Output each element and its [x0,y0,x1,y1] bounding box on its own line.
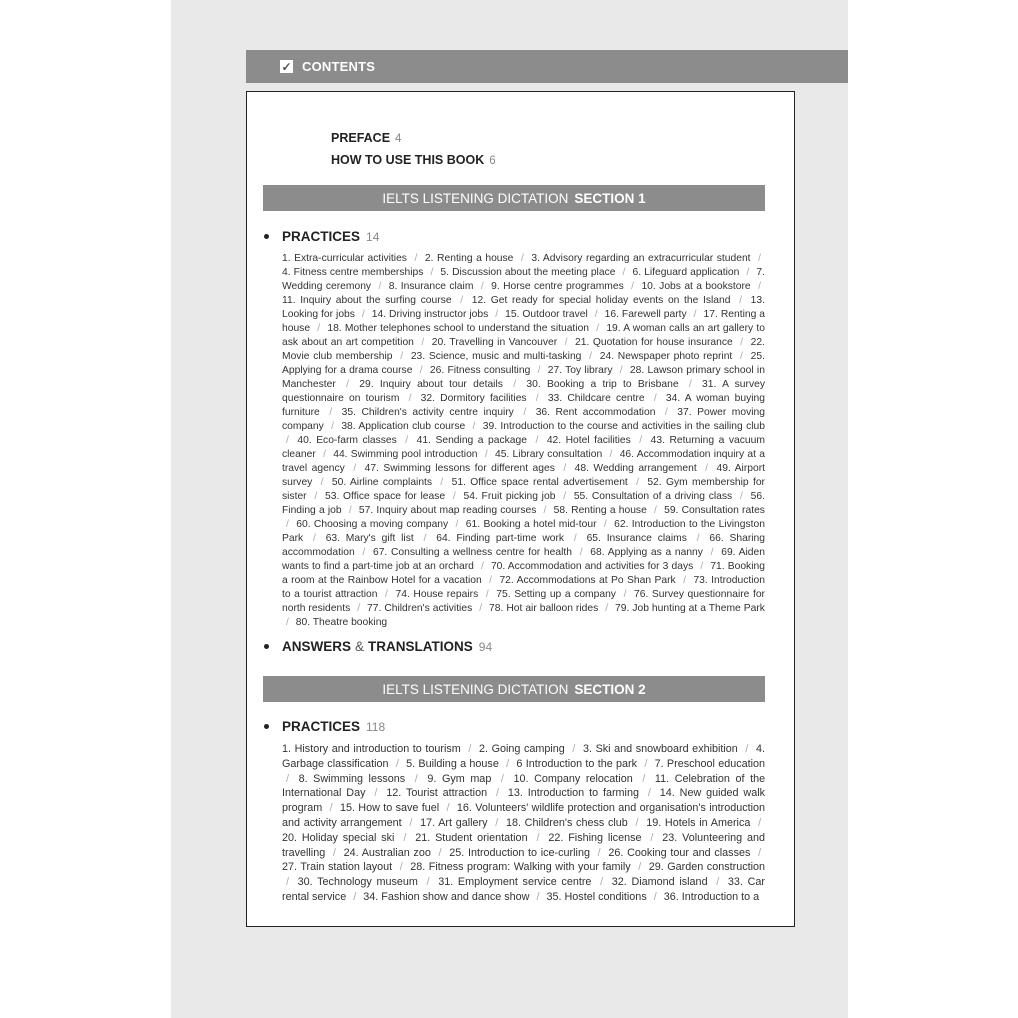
separator: / [543,505,547,516]
practice-item[interactable]: 20. Holiday special ski [282,831,395,844]
practice-item[interactable]: 30. Technology museum [297,876,418,889]
checkbox-checked-icon: ✓ [281,59,292,74]
practice-item[interactable]: 51. Office space rental advertisement [451,477,628,488]
separator: / [495,816,499,829]
practice-item[interactable]: 13. Looking for jobs [282,295,765,320]
separator: / [636,477,639,488]
practice-item[interactable]: 29. Garden construction [648,861,766,874]
separator: / [647,787,651,800]
bullet-icon [264,644,269,649]
contents-frame [246,91,795,927]
separator: / [317,323,321,334]
practice-item[interactable]: 44. Swimming pool introduction [333,449,478,460]
practice-item[interactable]: 3. Advisory regarding an extracurricular student [531,253,751,264]
answers-page: 94 [478,639,493,654]
separator: / [419,365,423,376]
practice-item[interactable]: 73. Introduction to a tourist attraction [282,575,765,600]
practice-item[interactable]: 61. Booking a hotel mid-tour [465,519,597,530]
separator: / [740,351,743,362]
practice-item[interactable]: 72. Accommodations at Po Shan Park [499,575,676,586]
practice-item[interactable]: 35. Hostel conditions [546,890,647,903]
practice-item[interactable]: 24. Australian zoo [343,846,431,859]
separator: / [564,337,568,348]
practice-item[interactable]: 35. Children's activity centre inquiry [341,407,514,418]
separator: / [653,890,657,903]
separator: / [385,589,388,600]
separator: / [405,435,409,446]
practice-item[interactable]: 65. Insurance claims [586,533,687,544]
bullet-icon [264,724,269,729]
separator: / [700,561,704,572]
practice-item[interactable]: 53. Office space for lease [324,491,446,502]
separator: / [348,505,352,516]
practice-item[interactable]: 38. Application club course [341,421,466,432]
separator: / [537,365,541,376]
separator: / [520,253,524,264]
practice-item[interactable]: 34. A woman buying furniture [282,393,765,418]
practice-item[interactable]: 19. Hotels in America [646,816,751,829]
practice-item[interactable]: 78. Hot air balloon rides [489,603,599,614]
practice-item[interactable]: 9. Gym map [427,772,492,785]
preface-label: PREFACE [331,131,391,145]
separator: / [286,772,289,785]
separator: / [746,267,750,278]
separator: / [710,547,714,558]
separator: / [286,519,289,530]
separator: / [535,393,539,404]
practice-item[interactable]: 43. Returning a vacuum cleaner [282,435,765,460]
separator: / [589,351,593,362]
practice-item[interactable]: 5. Building a house [406,757,499,770]
practice-item[interactable]: 22. Fishing license [548,831,642,844]
separator: / [423,533,427,544]
practice-item[interactable]: 47. Swimming lessons for different ages [364,463,555,474]
practice-item[interactable]: 30. Booking a trip to Brisbane [526,379,679,390]
separator: / [426,876,430,889]
practice-item[interactable]: 36. Rent accommodation [535,407,656,418]
separator: / [596,323,600,334]
practice-item[interactable]: 56. Finding a job [282,491,765,516]
separator: / [286,435,289,446]
separator: / [740,337,744,348]
practice-item[interactable]: 28. Fitness program: Walking with your family [410,861,631,874]
practice-item[interactable]: 11. Inquiry about the surfing course [282,295,452,306]
practice-item[interactable]: 7. Preschool education [654,757,766,770]
practice-item[interactable]: 68. Applying as a nanny [590,547,703,558]
answers-label: ANSWERS [282,639,352,654]
translations-label: TRANSLATIONS [368,639,473,654]
practice-item[interactable]: 46. Accommodation inquiry at a travel agency [282,449,765,474]
practice-item[interactable]: 48. Wedding arrangement [574,463,697,474]
practice-item[interactable]: 77. Children's activities [367,603,473,614]
separator: / [484,449,488,460]
separator: / [362,547,366,558]
practice-item[interactable]: 33. Childcare centre [547,393,645,404]
separator: / [440,477,444,488]
separator: / [609,449,613,460]
separator: / [739,295,743,306]
practice-item[interactable]: 10. Company relocation [513,772,633,785]
separator: / [638,861,642,874]
section1-banner [263,185,765,211]
practice-item[interactable]: 41. Sending a package [416,435,527,446]
contents-title: CONTENTS [302,59,376,74]
practice-item[interactable]: 9. Horse centre programmes [491,281,624,292]
practice-item[interactable]: 34. Fashion show and dance show [363,890,530,903]
section2-number: SECTION 2 [574,681,646,697]
practice-item[interactable]: 15. Outdoor travel [505,309,588,320]
separator: / [460,295,464,306]
practice-item[interactable]: 4. Fitness centre memberships [282,267,424,278]
practices-page: 14 [366,229,380,244]
practice-item[interactable]: 76. Survey questionnaire for north residents [282,589,765,614]
practice-item[interactable]: 71. Booking a room at the Rainbow Hotel for a vacation [282,561,765,586]
practice-item[interactable]: 15. How to save fuel [339,802,440,815]
practice-item[interactable]: 17. Renting a house [282,309,766,334]
practice-item[interactable]: 31. Employment service centre [438,876,592,889]
section1-number: SECTION 1 [574,190,646,206]
ampersand: & [355,639,365,654]
practice-item[interactable]: 28. Lawson primary school in Manchester [282,365,765,390]
practice-item[interactable]: 16. Volunteers' wildlife protection and organisation's introduction and activity arrangement [282,802,766,829]
practice-item[interactable]: 31. A survey questionnaire on tourism [282,379,765,404]
separator: / [683,575,686,586]
practice-item[interactable]: 59. Consultation rates [664,505,765,516]
separator: / [414,253,418,264]
practice-item[interactable]: 45. Library consultation [494,449,603,460]
practice-item[interactable]: 49. Airport survey [282,463,765,488]
separator: / [739,491,743,502]
practice-item[interactable]: 21. Quotation for house insurance [575,337,733,348]
practice-item[interactable]: 1. History and introduction to tourism [282,743,461,755]
separator: / [357,603,361,614]
separator: / [314,491,318,502]
separator: / [573,533,577,544]
preface-entry[interactable] [331,131,401,145]
separator: / [286,876,289,889]
practice-item[interactable]: 54. Fruit picking job [463,491,556,502]
separator: / [513,379,517,390]
separator: / [603,519,607,530]
practice-item[interactable]: 8. Insurance claim [388,281,474,292]
separator: / [331,421,334,432]
separator: / [286,617,289,628]
practice-item[interactable]: 6 Introduction to the park [516,757,638,770]
separator: / [399,861,403,874]
separator: / [644,757,648,770]
separator: / [320,477,324,488]
practice-item[interactable]: 64. Finding part-time work [436,533,565,544]
separator: / [635,816,639,829]
separator: / [653,393,657,404]
separator: / [536,890,540,903]
separator: / [639,435,643,446]
how-to-use-page: 6 [489,155,496,167]
practice-item[interactable]: 23. Volunteering and travelling [282,831,766,859]
separator: / [495,309,499,320]
practice-item[interactable]: 22. Movie club membership [282,337,765,362]
bullet-icon [264,234,269,239]
separator: / [414,772,418,785]
separator: / [374,787,378,800]
section1-practices-heading[interactable] [264,229,379,244]
practice-item[interactable]: 5. Discussion about the meeting place [440,267,616,278]
practice-item[interactable]: 27. Toy library [547,365,613,376]
section2-practices-heading[interactable] [264,719,385,734]
separator: / [579,547,583,558]
separator: / [500,772,504,785]
separator: / [361,309,365,320]
separator: / [332,846,336,859]
separator: / [572,743,576,755]
how-to-use-entry[interactable] [331,153,496,167]
practice-item[interactable]: 40. Eco-farm classes [297,435,397,446]
separator: / [468,743,472,755]
practice-item[interactable]: 32. Dormitory facilities [420,393,527,404]
separator: / [479,603,483,614]
separator: / [563,463,567,474]
separator: / [758,253,761,264]
practice-item[interactable]: 25. Applying for a drama course [282,351,765,376]
practice-item[interactable]: 12. Tourist attraction [386,787,488,800]
practice-item[interactable]: 27. Train station layout [282,861,393,874]
separator: / [536,831,540,844]
practice-item[interactable]: 24. Newspaper photo reprint [599,351,733,362]
separator: / [693,309,697,320]
practice-item[interactable]: 8. Swimming lessons [298,772,406,785]
separator: / [472,421,476,432]
practices-page: 118 [366,719,386,734]
separator: / [489,575,492,586]
separator: / [378,281,382,292]
preface-page: 4 [395,133,402,145]
practice-item[interactable]: 18. Mother telephones school to understand the situation [327,323,590,334]
practice-item[interactable]: 14. Driving instructor jobs [371,309,489,320]
practice-item[interactable]: 60. Choosing a moving company [296,519,449,530]
practice-item[interactable]: 74. House repairs [395,589,479,600]
practice-item[interactable]: 39. Introduction to the course and activities in the sailing club [482,421,765,432]
separator: / [430,267,434,278]
practice-item[interactable]: 55. Consultation of a driving class [573,491,733,502]
practice-item[interactable]: 26. Cooking tour and classes [608,846,751,859]
separator: / [346,379,349,390]
practice-item[interactable]: 2. Renting a house [424,253,514,264]
practices-label: PRACTICES [282,719,361,734]
separator: / [642,772,646,785]
practices-label: PRACTICES [282,229,361,244]
section2-banner [263,676,765,702]
separator: / [758,816,762,829]
separator: / [409,816,413,829]
separator: / [329,802,333,815]
practice-item[interactable]: 12. Get ready for special holiday events on the Island [471,295,731,306]
separator: / [313,533,316,544]
separator: / [597,846,601,859]
practice-item[interactable]: 3. Ski and snowboard exhibition [582,743,738,755]
separator: / [758,846,762,859]
practice-item[interactable]: 67. Consulting a wellness centre for health [372,547,572,558]
separator: / [535,435,539,446]
practice-item[interactable]: 36. Introduction to a [663,890,760,903]
section1-practice-list [282,252,765,630]
practice-item[interactable]: 62. Introduction to the Livingston Park [282,519,765,544]
practice-item[interactable]: 20. Travelling in Vancouver [431,337,558,348]
section1-label: IELTS LISTENING DICTATION [382,190,569,206]
separator: / [480,561,484,572]
separator: / [495,787,499,800]
section2-label: IELTS LISTENING DICTATION [382,681,569,697]
contents-header [246,50,848,83]
separator: / [605,603,609,614]
separator: / [438,846,442,859]
practice-item[interactable]: 2. Going camping [478,743,565,755]
section2-practice-list [282,742,765,905]
separator: / [654,505,657,516]
practice-item[interactable]: 50. Airline complaints [331,477,433,488]
separator: / [563,491,567,502]
separator: / [523,407,527,418]
practice-item[interactable]: 11. Celebration of the International Day [282,772,766,800]
separator: / [353,463,357,474]
practice-item[interactable]: 10. Jobs at a bookstore [641,281,751,292]
separator: / [619,365,623,376]
separator: / [696,533,700,544]
practice-item[interactable]: 58. Renting a house [553,505,647,516]
separator: / [506,757,510,770]
separator: / [329,407,333,418]
practice-item[interactable]: 16. Farewell party [604,309,687,320]
practice-item[interactable]: 79. Job hunting at a Theme Park [615,603,765,614]
separator: / [400,351,404,362]
practice-item[interactable]: 52. Gym membership for sister [282,477,765,502]
practice-item[interactable]: 23. Science, music and multi-tasking [410,351,582,362]
practice-item[interactable]: 14. New guided walk program [282,787,766,815]
separator: / [408,393,412,404]
separator: / [452,491,456,502]
separator: / [421,337,425,348]
practice-item[interactable]: 63. Mary's gift list [325,533,414,544]
separator: / [353,890,357,903]
how-to-use-label: HOW TO USE THIS BOOK [331,153,485,167]
separator: / [631,281,635,292]
separator: / [745,743,749,755]
practice-item[interactable]: 17. Art gallery [420,816,488,829]
separator: / [650,831,654,844]
separator: / [705,463,709,474]
practice-item[interactable]: 13. Introduction to farming [507,787,639,800]
separator: / [485,589,489,600]
practice-item[interactable]: 4. Garbage classification [282,743,766,770]
separator: / [594,309,598,320]
separator: / [600,876,604,889]
separator: / [480,281,484,292]
separator: / [716,876,720,889]
separator: / [758,281,761,292]
practice-item[interactable]: 18. Children's chess club [505,816,628,829]
practice-item[interactable]: 32. Diamond island [611,876,708,889]
practice-item[interactable]: 57. Inquiry about map reading courses [358,505,537,516]
separator: / [403,831,407,844]
separator: / [446,802,450,815]
separator: / [688,379,692,390]
separator: / [622,267,626,278]
practice-item[interactable]: 7. Wedding ceremony [282,267,765,292]
separator: / [623,589,627,600]
practice-item[interactable]: 80. Theatre booking [295,617,388,628]
practice-item[interactable]: 1. Extra-curricular activities [282,253,407,264]
practice-item[interactable]: 29. Inquiry about tour details [359,379,503,390]
practice-item[interactable]: 70. Accommodation and activities for 3 days [490,561,694,572]
practice-item[interactable]: 75. Setting up a company [496,589,616,600]
practice-item[interactable]: 37. Power moving company [282,407,765,432]
practice-item[interactable]: 19. A woman calls an art gallery to ask about an art competition [282,323,765,348]
separator: / [323,449,326,460]
practice-item[interactable]: 69. Aiden wants to find a part-time job at an orchard [282,547,765,572]
practice-item[interactable]: 25. Introduction to ice-curling [449,846,590,859]
answers-translations-heading[interactable] [264,639,492,654]
separator: / [395,757,399,770]
separator: / [455,519,459,530]
practice-item[interactable]: 6. Lifeguard application [632,267,740,278]
practice-item[interactable]: 66. Sharing accommodation [282,533,765,558]
practice-item[interactable]: 26. Fitness consulting [429,365,531,376]
practice-item[interactable]: 42. Hotel facilities [546,435,631,446]
practice-item[interactable]: 21. Student orientation [415,831,528,844]
separator: / [664,407,668,418]
practice-item[interactable]: 33. Car rental service [282,876,765,903]
